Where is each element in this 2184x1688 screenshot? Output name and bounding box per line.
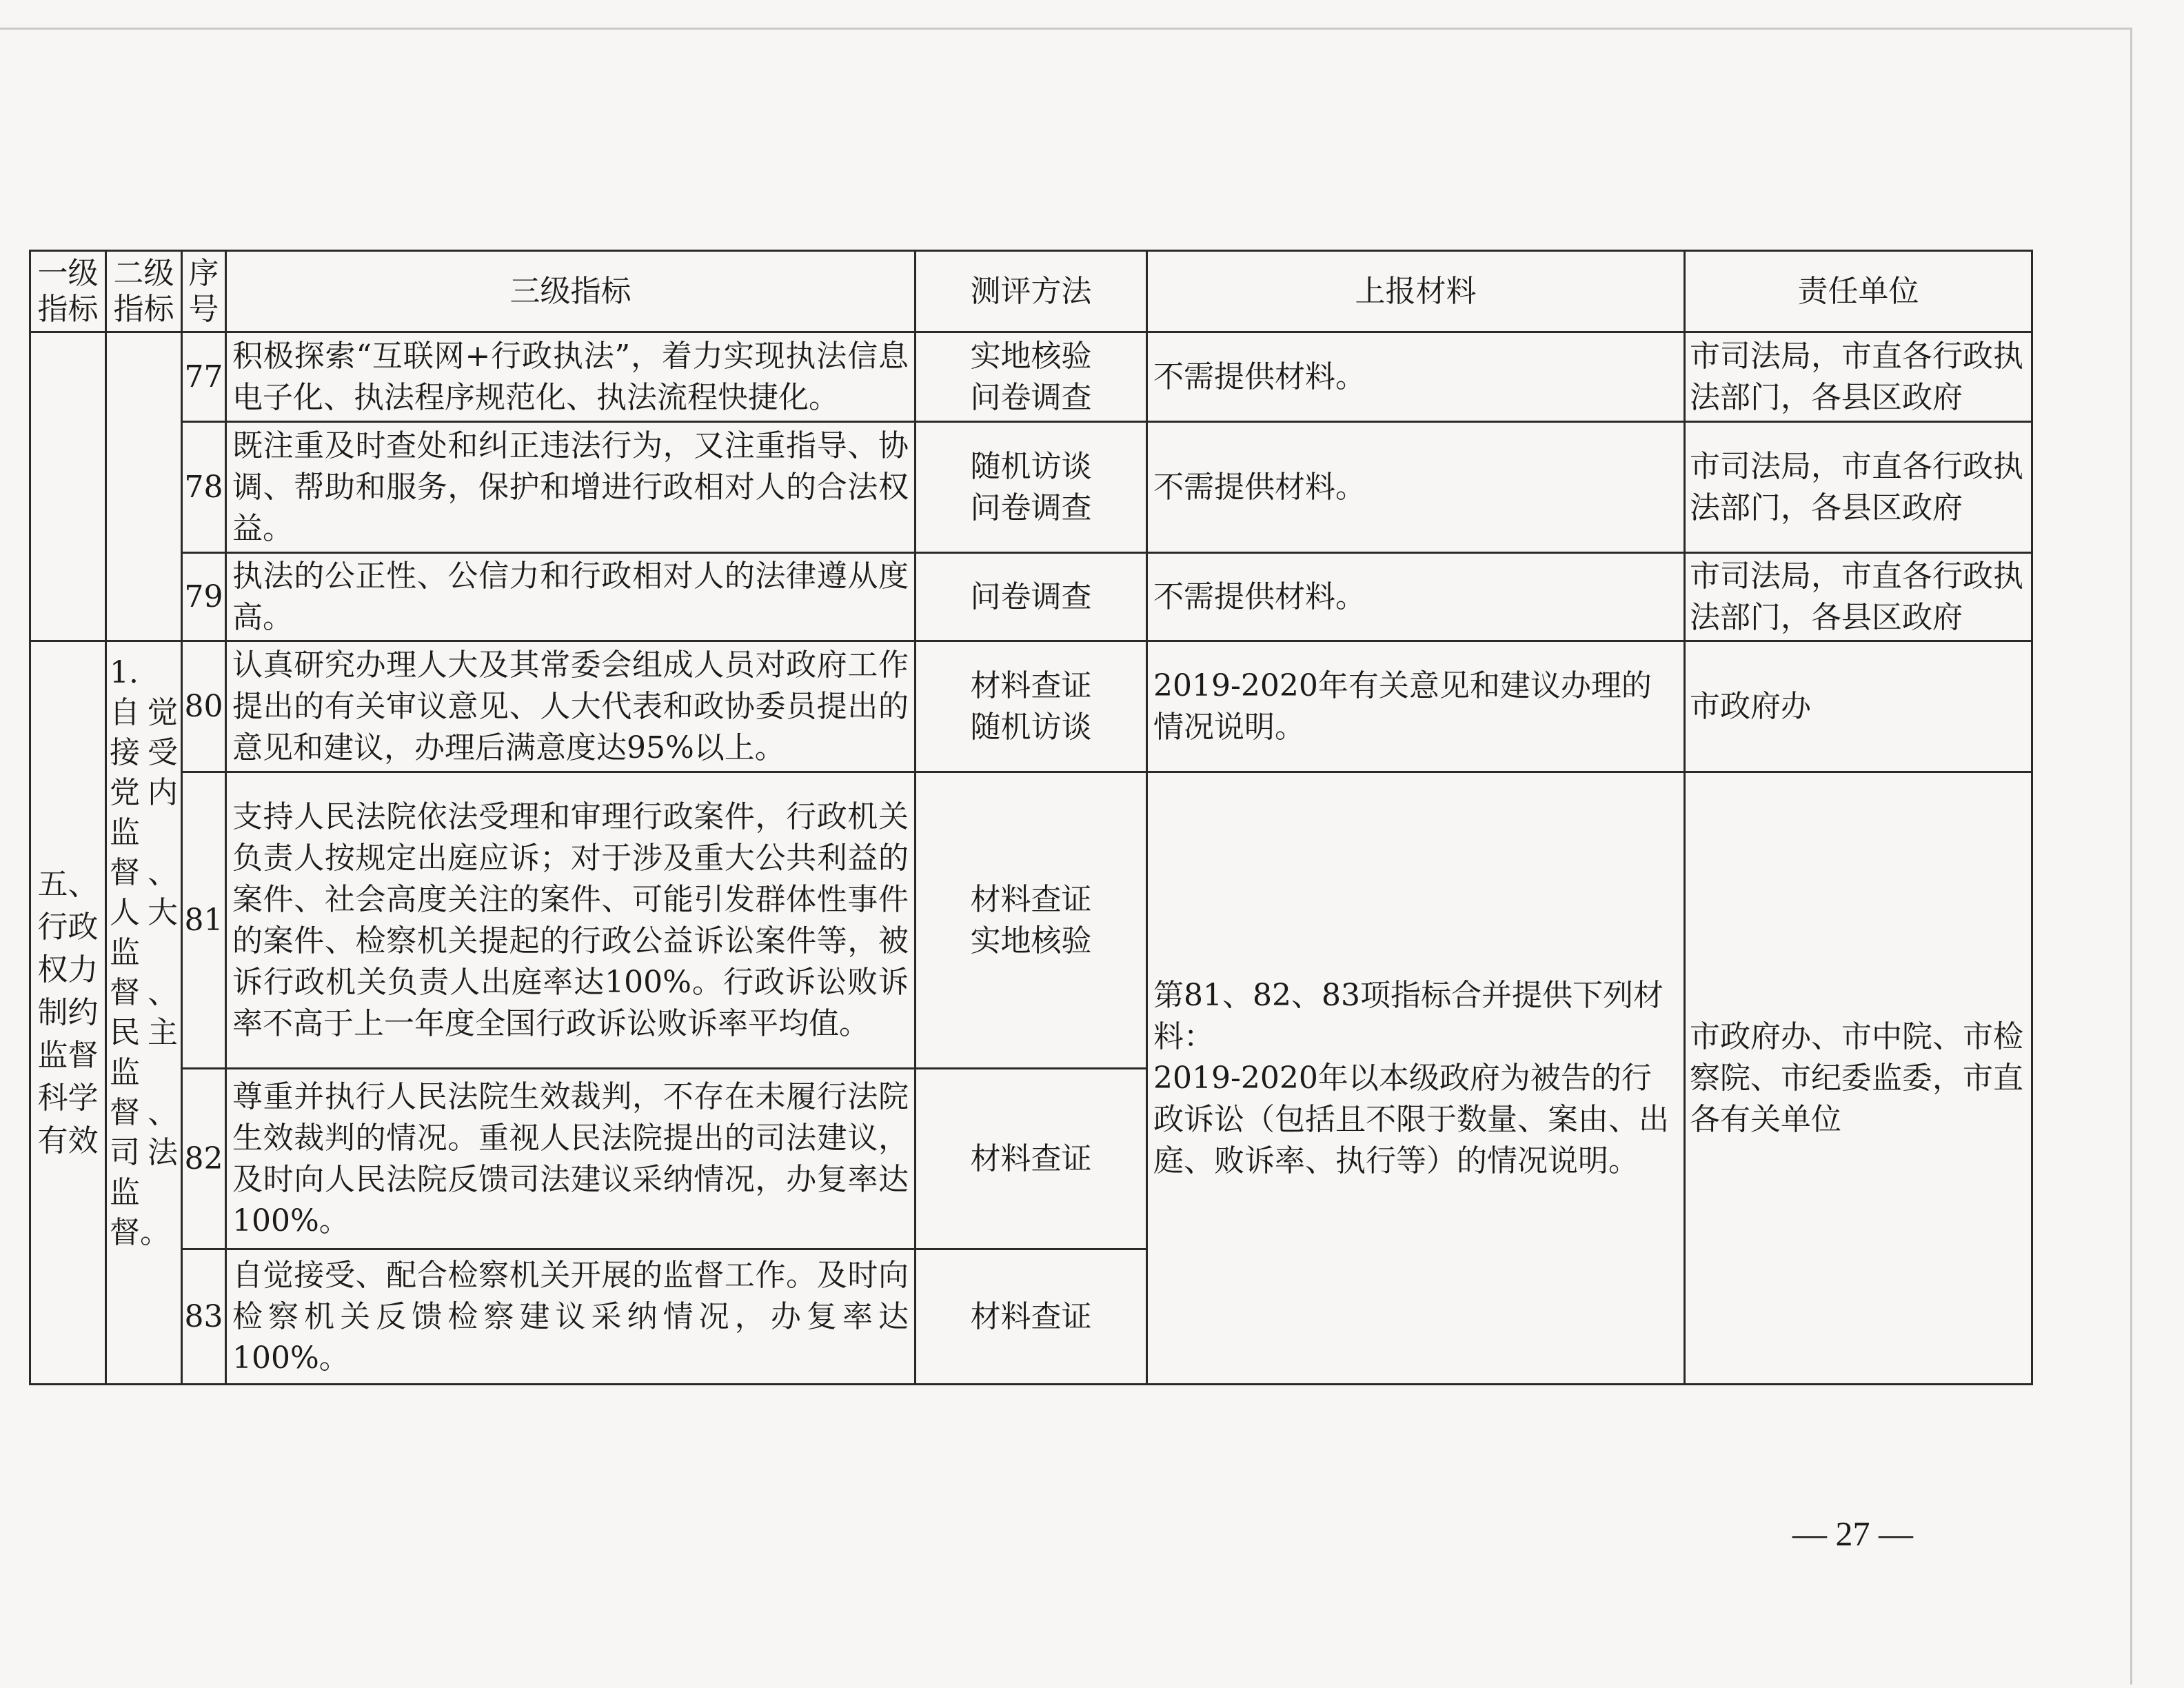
serial-number: 81 [182,772,226,1069]
evaluation-method: 材料查证 [916,1249,1147,1385]
header-material: 上报材料 [1147,251,1685,332]
serial-number: 82 [182,1069,226,1249]
level3-indicator: 支持人民法院依法受理和审理行政案件，行政机关负责人按规定出庭应诉；对于涉及重大公共利益的案件、社会高度关注的案件、可能引发群体性事件的案件、检察机关提起的行政公益诉讼案件等，被诉行政机关负责人出庭率达100%。行政诉讼败诉率不高于上一年度全国行政诉讼败诉率平均值。 [226,772,916,1069]
evaluation-method: 随机访谈 问卷调查 [916,422,1147,553]
responsible-unit: 市司法局，市直各行政执法部门，各县区政府 [1685,332,2032,422]
level3-indicator: 认真研究办理人大及其常委会组成人员对政府工作提出的有关审议意见、人大代表和政协委员提出的意见和建议，办理后满意度达95%以上。 [226,641,916,772]
evaluation-method: 材料查证 随机访谈 [916,641,1147,772]
level1-indicator: 五、行政权力制约监督科学有效 [30,641,106,1385]
level2-cell-empty [106,332,182,641]
responsible-unit: 市司法局，市直各行政执法部门，各县区政府 [1685,553,2032,641]
indicator-table [29,250,2033,1385]
responsible-unit-merged: 市政府办、市中院、市检察院、市纪委监委，市直各有关单位 [1685,772,2032,1385]
serial-number: 83 [182,1249,226,1385]
level3-indicator: 执法的公正性、公信力和行政相对人的法律遵从度高。 [226,553,916,641]
serial-number: 77 [182,332,226,422]
report-material-merged: 第81、82、83项指标合并提供下列材料： 2019-2020年以本级政府为被告的行政诉讼（包括且不限于数量、案由、出庭、败诉率、执行等）的情况说明。 [1147,772,1685,1385]
level3-indicator: 尊重并执行人民法院生效裁判，不存在未履行法院生效裁判的情况。重视人民法院提出的司法建议，及时向人民法院反馈司法建议采纳情况，办复率达100%。 [226,1069,916,1249]
level3-indicator: 既注重及时查处和纠正违法行为，又注重指导、协调、帮助和服务，保护和增进行政相对人的合法权益。 [226,422,916,553]
report-material: 不需提供材料。 [1147,422,1685,553]
table-row [30,553,2032,641]
table-row [30,422,2032,553]
table-row [30,772,2032,1069]
responsible-unit: 市司法局，市直各行政执法部门，各县区政府 [1685,422,2032,553]
header-method: 测评方法 [916,251,1147,332]
table-row [30,332,2032,422]
header-unit: 责任单位 [1685,251,2032,332]
header-level1: 一级指标 [30,251,106,332]
evaluation-method: 实地核验 问卷调查 [916,332,1147,422]
evaluation-method: 材料查证 [916,1069,1147,1249]
header-row [30,251,2032,332]
serial-number: 78 [182,422,226,553]
level2-indicator: 1. 自觉接受党内监督、人大监督、民主监督、司法监督。 [106,641,182,1385]
responsible-unit: 市政府办 [1685,641,2032,772]
indicator-table-wrapper [29,250,2033,1385]
header-serial: 序号 [182,251,226,332]
evaluation-method: 材料查证 实地核验 [916,772,1147,1069]
report-material: 不需提供材料。 [1147,332,1685,422]
serial-number: 80 [182,641,226,772]
header-level3: 三级指标 [226,251,916,332]
evaluation-method: 问卷调查 [916,553,1147,641]
page-number: — 27 — [1792,1514,1913,1553]
level1-cell-empty [30,332,106,641]
header-level2: 二级指标 [106,251,182,332]
report-material: 2019-2020年有关意见和建议办理的情况说明。 [1147,641,1685,772]
serial-number: 79 [182,553,226,641]
table-row [30,641,2032,772]
level3-indicator: 积极探索“互联网+行政执法”，着力实现执法信息电子化、执法程序规范化、执法流程快捷化。 [226,332,916,422]
report-material: 不需提供材料。 [1147,553,1685,641]
level3-indicator: 自觉接受、配合检察机关开展的监督工作。及时向检察机关反馈检察建议采纳情况，办复率达100%。 [226,1249,916,1385]
